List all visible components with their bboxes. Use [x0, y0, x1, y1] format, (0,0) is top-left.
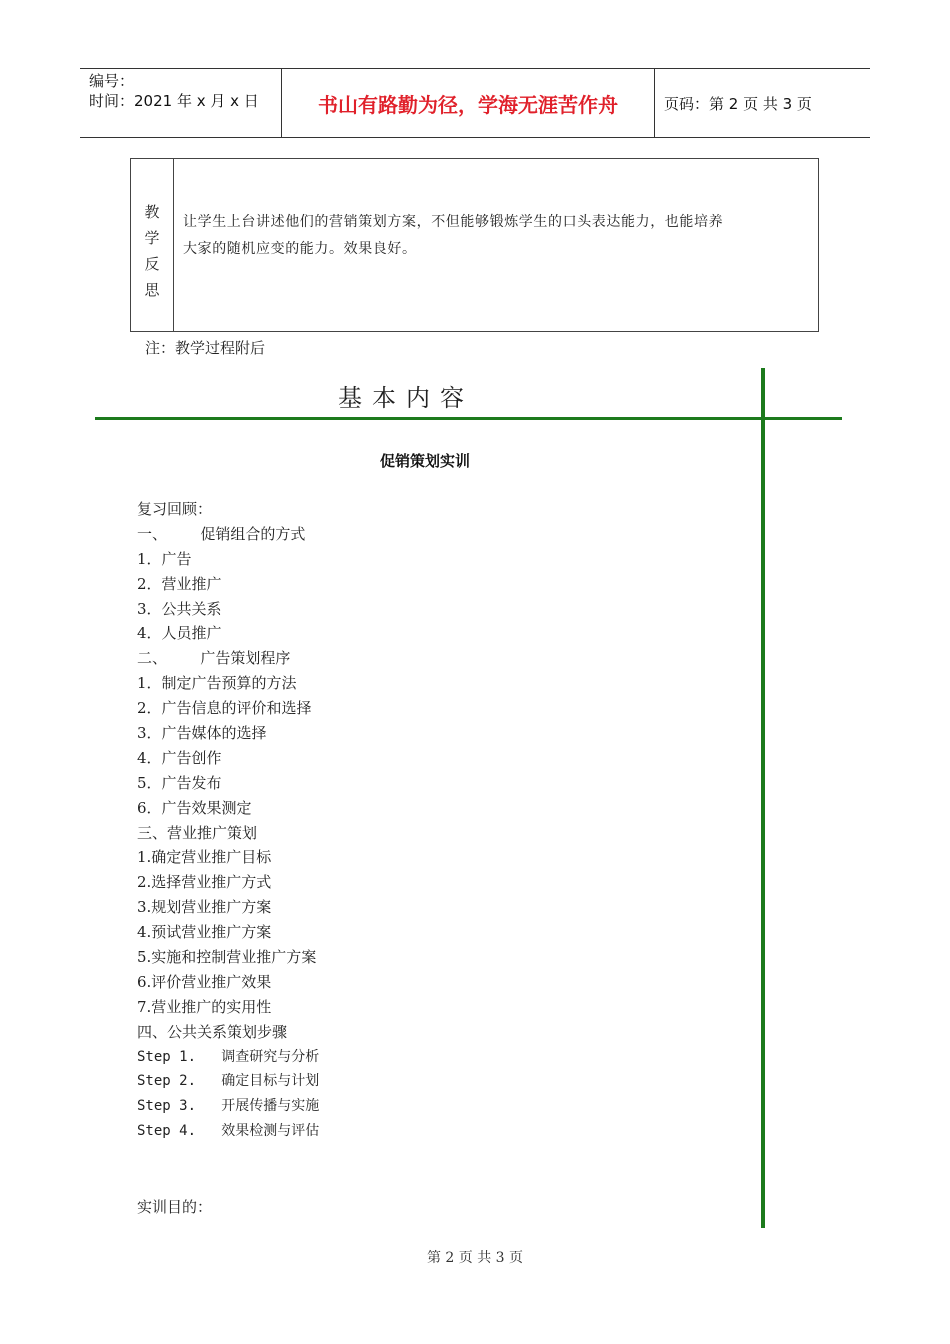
outline-line: 4.预试营业推广方案 — [137, 923, 272, 942]
outline — [137, 497, 319, 1144]
reflection-text — [183, 209, 813, 263]
page-header — [80, 68, 870, 138]
note: 注：教学过程附后 — [145, 339, 266, 357]
code-label: 编号： — [89, 72, 135, 90]
outline-line: 四、公共关系策划步骤 — [137, 1022, 288, 1041]
purpose-label: 实训目的： — [137, 1198, 213, 1216]
outline-line: 复习回顾： — [137, 500, 213, 518]
header-page-info: 页码：第 2 页 共 3 页 — [664, 94, 812, 113]
outline-line: 三、营业推广策划 — [137, 823, 258, 842]
outline-line: 2．广告信息的评价和选择 — [137, 699, 312, 718]
reflection-line: 让学生上台讲述他们的营销策划方案，不但能够锻炼学生的口头表达能力，也能培养 — [183, 214, 724, 230]
label-char: 教 — [144, 203, 160, 221]
document-title: 促销策划实训 — [380, 452, 471, 470]
label-char: 学 — [144, 229, 160, 247]
step-line: Step 1. 调查研究与分析 — [137, 1048, 320, 1065]
step-line: Step 3. 开展传播与实施 — [137, 1098, 320, 1115]
time-label: 时间：2021 年 x 月 x 日 — [89, 92, 259, 110]
section-title: 基本内容 — [338, 384, 474, 412]
outline-line: 3．公共关系 — [137, 599, 222, 618]
outline-line: 2．营业推广 — [137, 574, 222, 593]
reflection-table — [130, 158, 819, 332]
reflection-line: 大家的随机应变的能力。效果良好。 — [183, 241, 417, 257]
page-footer: 第 2 页 共 3 页 — [426, 1250, 524, 1266]
label-char: 反 — [144, 255, 160, 273]
outline-line: 6.评价营业推广效果 — [137, 972, 272, 991]
outline-line: 二、 广告策划程序 — [137, 649, 291, 668]
outline-line: 4．人员推广 — [137, 624, 222, 643]
outline-line: 3．广告媒体的选择 — [137, 724, 267, 743]
outline-line: 1．制定广告预算的方法 — [137, 674, 297, 693]
outline-line: 5.实施和控制营业推广方案 — [137, 948, 317, 967]
outline-line: 一、 促销组合的方式 — [137, 524, 306, 543]
step-line: Step 2. 确定目标与计划 — [137, 1073, 320, 1090]
header-motto: 书山有路勤为径，学海无涯苦作舟 — [318, 92, 618, 117]
outline-line: 2.选择营业推广方式 — [137, 873, 272, 892]
table-divider — [173, 159, 174, 331]
green-horizontal-rule — [95, 417, 842, 420]
outline-line: 5．广告发布 — [137, 773, 222, 792]
header-divider — [654, 69, 655, 137]
reflection-label — [131, 199, 173, 303]
outline-line: 4．广告创作 — [137, 748, 222, 767]
header-meta — [89, 71, 259, 111]
outline-line: 1.确定营业推广目标 — [137, 848, 272, 867]
outline-line: 1．广告 — [137, 549, 192, 568]
label-char: 思 — [144, 281, 160, 299]
outline-line: 6．广告效果测定 — [137, 798, 252, 817]
step-line: Step 4. 效果检测与评估 — [137, 1123, 320, 1140]
outline-line: 7.营业推广的实用性 — [137, 997, 272, 1016]
green-vertical-rule — [761, 368, 765, 1228]
outline-line: 3.规划营业推广方案 — [137, 898, 272, 917]
